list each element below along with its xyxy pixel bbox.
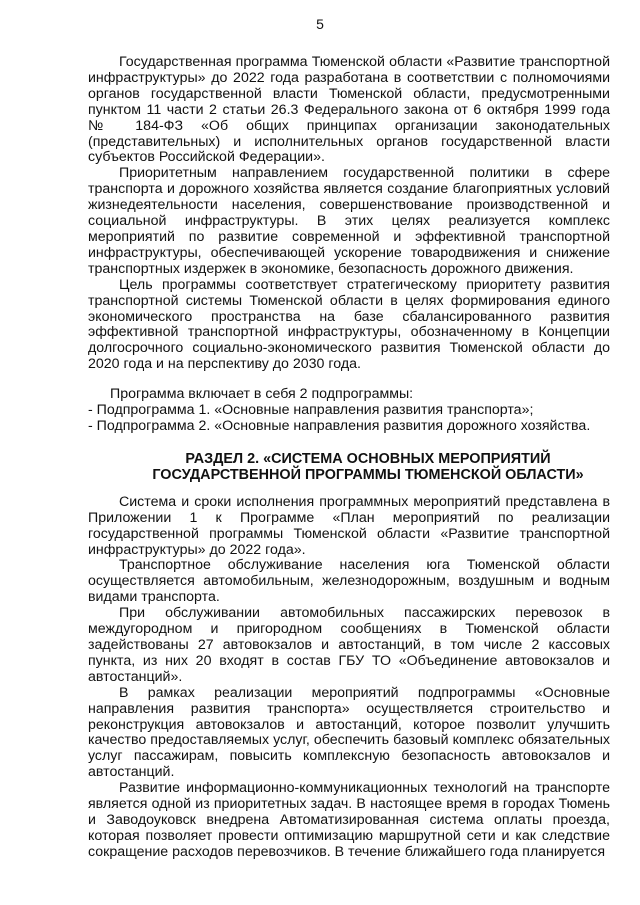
spacer (88, 373, 610, 387)
document-body (88, 55, 610, 861)
paragraph-transport-service: Транспортное обслуживание населения юга Тюменской области осуществляется автомобильным, железнодорожным, воздушным и водным видами транспорта. (88, 557, 610, 606)
page-number: 5 (316, 16, 324, 32)
paragraph-program-goal: Цель программы соответствует стратегическому приоритету развития транспортной системы Тюменской области в целях формирования единого экономического пространства на базе сбалансированного развития эффективной транспортной инфраструктуры, обозначенному в Концепции долгосрочного социально-экономического развития Тюменской области до 2020 года и на перспективу до 2030 года. (88, 276, 610, 373)
list-item: - Подпрограмма 2. «Основные направления развития дорожного хозяйства. (88, 417, 591, 434)
subprograms-list (88, 403, 610, 435)
list-item: - Подпрограмма 1. «Основные направления развития транспорта»; (88, 402, 534, 419)
section-heading (88, 451, 610, 483)
section-heading-line: РАЗДЕЛ 2. «СИСТЕМА ОСНОВНЫХ МЕРОПРИЯТИЙ (185, 450, 551, 467)
paragraph-priority-direction: Приоритетным направлением государственной политики в сфере транспорта и дорожного хозяйства является создание благоприятных условий жизнедеятельности населения, совершенствование производственной и социальной инфраструктуры. В этих целях реализуется комплекс мероприятий по развитие современной и эффективной транспортной инфраструктуры, обеспечивающей ускорение товародвижения и снижение транспортных издержек в экономике, безопасность дорожного движения. (88, 165, 610, 277)
paragraph-ict-development: Развитие информационно-коммуникационных технологий на транспорте является одной из приоритетных задач. В настоящее время в городах Тюмень и Заводоуковск внедрена Автоматизированная система оплаты проезда, которая позволяет провести оптимизацию маршрутной сети и как следствие сокращение расходов перевозчиков. В течение ближайшего года планируется (88, 780, 610, 860)
subprograms-intro: Программа включает в себя 2 подпрограммы: (110, 386, 414, 403)
paragraph-program-basis: Государственная программа Тюменской области «Развитие транспортной инфраструктуры» до 2022 года разработана в соответствии с полномочиями органов государственной власти Тюменской области, предусмотренными пунктом 11 части 2 статьи 26.3 Федерального закона от 6 октября 1999 года № 184-ФЗ «Об общих принципах организации законодательных (представительных) и исполнительных органов государственной власти субъектов Российской Федерации». (88, 54, 610, 166)
paragraph-bus-stations: При обслуживании автомобильных пассажирских перевозок в междугородном и пригородном сообщениях в Тюменской области задействованы 27 автовокзалов и автостанций, в том числе 2 кассовых пункта, из них 20 входят в состав ГБУ ТО «Объединение автовокзалов и автостанций». (88, 605, 610, 685)
paragraph-schedule: Система и сроки исполнения программных мероприятий представлена в Приложении 1 к Программе «План мероприятий по реализации государственной программы Тюменской области «Развитие транспортной инфраструктуры» до 2022 года». (88, 493, 610, 558)
paragraph-subprogram-measures: В рамках реализации мероприятий подпрограммы «Основные направления развития транспорта» осуществляется строительство и реконструкция автовокзалов и автостанций, которое позволит улучшить качество предоставляемых услуг, обеспечить базовый комплекс обязательных услуг пассажирам, повысить комплексную безопасность автовокзалов и автостанций. (88, 684, 610, 781)
section-heading-line: ГОСУДАРСТВЕННОЙ ПРОГРАММЫ ТЮМЕНСКОЙ ОБЛАСТИ» (152, 466, 584, 483)
